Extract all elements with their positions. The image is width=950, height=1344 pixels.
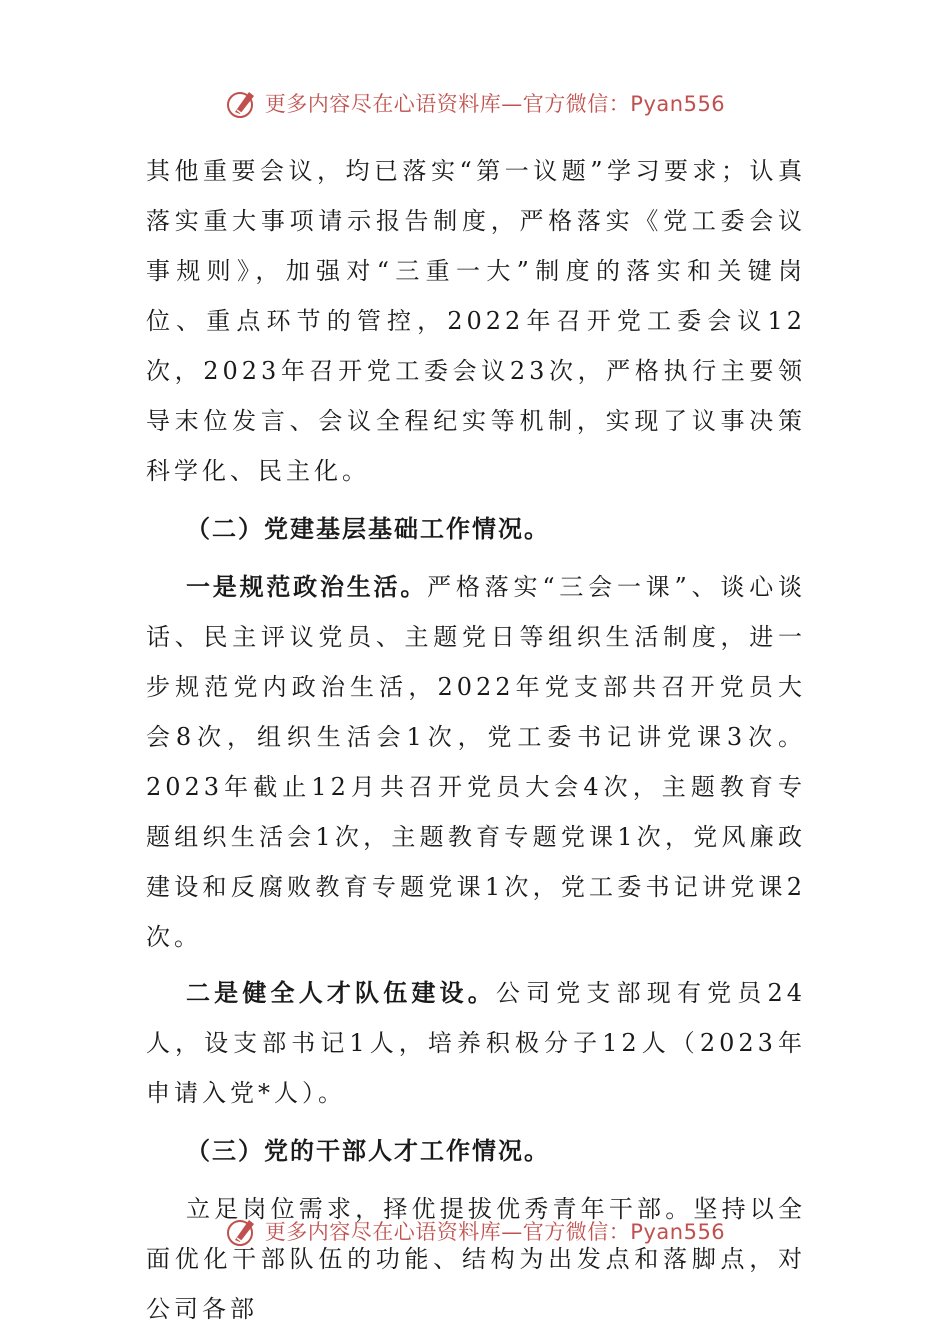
paragraph-body-talent-team: 公司党支部现有党员24人，设支部书记1人，培养积极分子12人（2023年申请入党*人）。 (146, 979, 806, 1107)
watermark-text: 更多内容尽在心语资料库—官方微信：Pyan556 (264, 1220, 726, 1244)
watermark-text: 更多内容尽在心语资料库—官方微信：Pyan556 (264, 92, 726, 116)
pen-nib-logo-icon (225, 86, 259, 120)
paragraph-cadre-promotion: 立足岗位需求，择优提拔优秀青年干部。坚持以全面优化干部队伍的功能、结构为出发点和落脚点，对公司各部 (146, 1195, 806, 1323)
section-heading-cadre: （三）党的干部人才工作情况。 (186, 1137, 550, 1165)
paragraph-lead-political-life: 一是规范政治生活。 (186, 573, 428, 601)
section-heading-grassroots: （二）党建基层基础工作情况。 (186, 515, 550, 543)
watermark-footer (0, 1211, 950, 1251)
document-body (146, 146, 806, 1334)
paragraph-meeting-rules: 其他重要会议，均已落实“第一议题”学习要求；认真落实重大事项请示报告制度，严格落实《党工委会议事规则》，加强对“三重一大”制度的落实和关键岗位、重点环节的管控，2022年召开党工委会议12次，2023年召开党工委会议23次，严格执行主要领导末位发言、会议全程纪实等机制，实现了议事决策科学化、民主化。 (146, 157, 806, 485)
paragraph-political-life (146, 562, 806, 962)
paragraph-body-political-life: 严格落实“三会一课”、谈心谈话、民主评议党员、主题党日等组织生活制度，进一步规范党内政治生活，2022年党支部共召开党员大会8次，组织生活会1次，党工委书记讲党课3次。2023年截止12月共召开党员大会4次，主题教育专题组织生活会1次，主题教育专题党课1次，党风廉政建设和反腐败教育专题党课1次，党工委书记讲党课2次。 (146, 573, 806, 951)
paragraph-talent-team (146, 968, 806, 1118)
paragraph-lead-talent-team: 二是健全人才队伍建设。 (186, 979, 496, 1007)
watermark-header (0, 83, 950, 123)
pen-nib-logo-icon (225, 1214, 259, 1248)
